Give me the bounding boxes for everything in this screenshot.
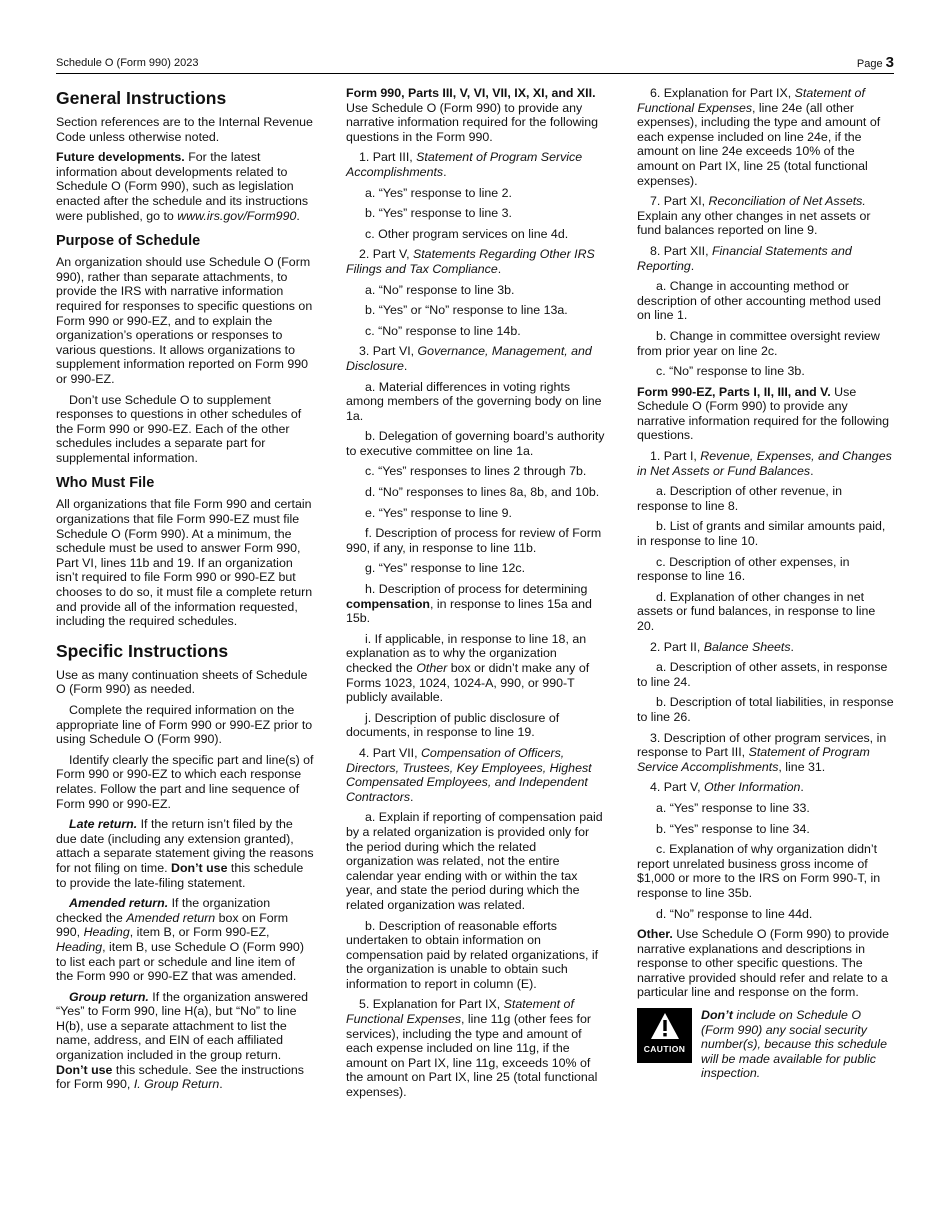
item-3i-t2: box or didn’t make any of Forms 1023, 1024, 1024-A, 990, or 990-T publicly available. — [346, 661, 590, 705]
ez-3-text: 3. Description of other program services, in response to Part III, — [637, 730, 887, 760]
caution-notice — [637, 1008, 895, 1081]
item-4-italic: Compensation of Officers, Directors, Trustees, Key Employees, Highest Compensated Employees, and Independent Contractors — [346, 745, 592, 804]
item-3j: j. Description of public disclosure of documents, in response to line 19. — [346, 710, 560, 740]
item-3-text: 3. Part VI, — [359, 344, 418, 359]
item-3c: c. “Yes” responses to lines 2 through 7b. — [365, 464, 587, 479]
form990ez-intro — [637, 385, 895, 443]
specific-paragraph-1: Use as many continuation sheets of Schedule O (Form 990) as needed. — [56, 667, 308, 697]
ez-item-1a: a. Description of other revenue, in response to line 8. — [637, 484, 842, 513]
late-end: this schedule to provide the late-filing statement. — [56, 860, 304, 890]
column-2 — [346, 86, 606, 1106]
ez-item-4b: b. “Yes” response to line 34. — [656, 821, 810, 836]
item-1 — [346, 150, 606, 179]
specific-paragraph-3: Identify clearly the specific part and line(s) of Form 990 or 990-EZ to which each response relates. Follow the part and line sequence of Form 990 or 990-EZ. — [56, 752, 314, 811]
specific-instructions-heading: Specific Instructions — [56, 640, 229, 661]
ez-item-1 — [637, 449, 895, 478]
caution-text — [701, 1008, 895, 1081]
group-end: . — [219, 1077, 223, 1092]
item-5-rest: , line 11g (other fees for services), including the type and amount of each expense included on line 11g, if the amount on Part IX, line 11g, exceeds 10% of the amount on Part IX, line 25 (total functional expenses). — [346, 1012, 598, 1100]
item-3h — [346, 582, 606, 626]
ez-4-end: . — [800, 780, 804, 795]
item-5 — [346, 997, 606, 1099]
item-4-text: 4. Part VII, — [359, 745, 421, 760]
item-8a: a. Change in accounting method or description of other accounting method used on line 1. — [637, 279, 881, 323]
ez-1-end: . — [810, 463, 814, 478]
item-3i — [346, 632, 606, 705]
item-7 — [637, 194, 895, 238]
item-5-text: 5. Explanation for Part IX, — [359, 997, 504, 1012]
ez-4-italic: Other Information — [703, 780, 801, 795]
caution-body: include on Schedule O (Form 990) any social security number(s), because this schedule will be made available for public inspection. — [701, 1008, 887, 1081]
ez-intro-bold: Form 990-EZ, Parts I, II, III, and V. — [637, 384, 831, 399]
item-1-text: 1. Part III, — [359, 150, 417, 165]
ez-item-3 — [637, 731, 895, 775]
group-t2: this schedule. See the instructions for Form 990, — [56, 1062, 304, 1092]
page-indicator — [857, 54, 894, 71]
item-1b: b. “Yes” response to line 3. — [365, 206, 512, 221]
item-6-rest: , line 24e (all other expenses), including the type and amount of each expense included on line 24e, if the amount on line 24e exceeds 10% of the amount on Part IX, line 25 (total functional expenses). — [637, 100, 881, 188]
item-1-end: . — [443, 164, 447, 179]
late-title: Late return. — [69, 817, 138, 832]
item-5-italic: Statement of Functional Expenses — [346, 997, 574, 1027]
ez-item-4d: d. “No” response to line 44d. — [656, 906, 813, 921]
ez-item-2a: a. Description of other assets, in response to line 24. — [637, 660, 888, 689]
page-label: Page — [856, 58, 883, 70]
caution-bold: Don’t — [701, 1008, 733, 1023]
future-end: . — [296, 208, 300, 223]
item-2-end: . — [497, 261, 502, 276]
amended-t4: , item B, use Schedule O (Form 990) to list each part or schedule and line item of the Form 990 or 990-EZ that was amended. — [56, 939, 304, 984]
amended-return — [56, 896, 314, 984]
item-8c: c. “No” response to line 3b. — [656, 364, 805, 379]
item-6-text: 6. Explanation for Part IX, — [650, 86, 795, 100]
amended-title: Amended return. — [69, 896, 169, 911]
item-8-italic: Financial Statements and Reporting — [637, 243, 852, 273]
item-2 — [346, 247, 606, 276]
item-3i-italic: Other — [416, 661, 448, 675]
item-4 — [346, 746, 606, 804]
ez-item-2 — [637, 640, 895, 655]
item-3b: b. Delegation of governing board’s authority to executive committee on line 1a. — [346, 429, 605, 458]
item-4-end: . — [410, 789, 414, 804]
item-4b: b. Description of reasonable efforts undertaken to obtain information on compensation paid by related organizations, if the organization is unable to obtain such information to report in column (E). — [346, 918, 599, 991]
late-bold: Don’t use — [171, 860, 228, 875]
item-3e: e. “Yes” response to line 9. — [365, 505, 512, 520]
amended-i1: Amended return — [126, 910, 216, 925]
other-text: Use Schedule O (Form 990) to provide narrative explanations and descriptions in response to other specific questions. The narrative provided should refer and relate to a particular line and response on the form. — [637, 927, 890, 1000]
item-2-text: 2. Part V, — [359, 247, 413, 262]
header-rule — [56, 73, 894, 74]
item-3a: a. Material differences in voting rights among members of the governing body on line 1a. — [346, 379, 602, 423]
purpose-paragraph-2: Don’t use Schedule O to supplement responses to questions in other schedules of the Form 990 or 990-EZ. Each of the other schedules includes a separate part for supplemental information. — [56, 392, 302, 465]
specific-paragraph-2: Complete the required information on the appropriate line of Form 990 or 990-EZ prior to using Schedule O (Form 990). — [56, 703, 313, 747]
item-4a: a. Explain if reporting of compensation paid by a related organization is provided only for the period during which the related organization was related, not the entire calendar year ending with or within the tax year, and state the period during which the related organization was related. — [346, 810, 603, 912]
item-2-italic: Statements Regarding Other IRS Filings and Tax Compliance — [346, 247, 595, 276]
section-references: Section references are to the Internal Revenue Code unless otherwise noted. — [56, 115, 313, 144]
form990-intro-text: Use Schedule O (Form 990) to provide any narrative information required for the following questions in the Form 990. — [346, 100, 599, 144]
general-instructions-heading: General Instructions — [56, 88, 227, 108]
form-name: Schedule O (Form 990) 2023 — [56, 57, 199, 69]
ez-1-italic: Revenue, Expenses, and Changes in Net Assets or Fund Balances — [637, 449, 892, 478]
item-3h-bold: compensation — [346, 596, 430, 611]
item-2c: c. “No” response to line 14b. — [365, 323, 521, 338]
form990-intro — [346, 86, 606, 144]
item-3-end: . — [403, 358, 408, 373]
amended-i2: Heading — [83, 925, 130, 940]
item-6-italic: Statement of Functional Expenses — [637, 86, 865, 115]
ez-2-italic: Balance Sheets — [703, 639, 791, 654]
item-7-text: 7. Part XI, — [650, 194, 709, 209]
item-3 — [346, 344, 606, 373]
group-bold: Don’t use — [56, 1062, 113, 1077]
amended-t2: box on Form 990, — [56, 910, 289, 940]
ez-item-1c: c. Description of other expenses, in response to line 16. — [637, 554, 850, 584]
late-return — [56, 817, 314, 890]
item-3h-t2: , in response to lines 15a and 15b. — [346, 596, 592, 626]
item-6 — [637, 86, 895, 188]
column-1 — [56, 86, 314, 1098]
item-1a: a. “Yes” response to line 2. — [365, 185, 512, 200]
warning-triangle-icon — [650, 1012, 680, 1040]
who-must-file-heading: Who Must File — [56, 475, 155, 492]
item-7-rest: Explain any other changes in net assets or fund balances reported on line 9. — [637, 208, 871, 238]
item-1-italic: Statement of Program Service Accomplishments — [346, 150, 583, 179]
amended-t3: , item B, or Form 990-EZ, — [129, 925, 270, 940]
item-3g: g. “Yes” response to line 12c. — [365, 561, 526, 576]
ez-item-4 — [637, 780, 895, 795]
ez-2-end: . — [790, 639, 794, 654]
ez-2-text: 2. Part II, — [650, 639, 704, 654]
future-text: For the latest information about developments related to Schedule O (Form 990), such as legislation enacted after the schedule and its instructions were published, go to — [56, 150, 309, 223]
purpose-heading: Purpose of Schedule — [56, 233, 201, 250]
item-3d: d. “No” responses to lines 8a, 8b, and 10b. — [365, 485, 600, 500]
amended-i3: Heading — [56, 939, 103, 954]
ez-1-text: 1. Part I, — [650, 449, 701, 464]
item-2a: a. “No” response to line 3b. — [365, 282, 515, 297]
ez-item-2b: b. Description of total liabilities, in response to line 26. — [637, 695, 894, 724]
purpose-paragraph-1: An organization should use Schedule O (Form 990), rather than separate attachments, to provide the IRS with narrative information required for responses to specific questions on Form 990 or 990-EZ, and to explain the organization’s operations or responses to various questions. It allows organizations to supplement information reported on Form 990 or 990-EZ. — [56, 255, 313, 386]
irs-link[interactable]: www.irs.gov/Form990 — [177, 208, 297, 223]
item-3i-t1: i. If applicable, in response to line 18, an explanation as to why the organization checked the — [346, 631, 587, 675]
column-3 — [637, 86, 895, 1081]
group-i: I. Group Return — [133, 1077, 220, 1092]
item-8b: b. Change in committee oversight review from prior year on line 2c. — [637, 328, 880, 358]
other-paragraph — [637, 927, 895, 1000]
item-8-text: 8. Part XII, — [650, 243, 712, 258]
future-developments — [56, 150, 314, 223]
ez-3-end: , line 31. — [778, 759, 826, 774]
item-1c: c. Other program services on line 4d. — [365, 226, 569, 241]
future-title: Future developments. — [56, 150, 185, 165]
ez-4-text: 4. Part V, — [650, 780, 704, 795]
group-t1: If the organization answered “Yes” to Form 990, line H(a), but “No” to line H(b), use a separate attachment to list the name, address, and EIN of each affiliated organization included in the group return. — [56, 989, 308, 1063]
caution-warning-icon — [637, 1008, 692, 1063]
who-must-file-text: All organizations that file Form 990 and certain organizations that file Form 990-EZ must file Schedule O (Form 990). At a minimum, the schedule must be used to answer Form 990, Part VI, lines 11b and 19. If an organization isn’t required to file Form 990 or 990-EZ but chooses to do so, it must file a complete return and provide all of the information requested, including the required schedules. — [56, 497, 313, 629]
group-return — [56, 990, 314, 1092]
ez-item-1b: b. List of grants and similar amounts paid, in response to line 10. — [637, 519, 886, 549]
item-8-end: . — [690, 258, 695, 273]
ez-item-1d: d. Explanation of other changes in net assets or fund balances, in response to line 20. — [637, 589, 876, 633]
amended-t1: If the organization checked the — [56, 896, 271, 925]
ez-item-4c: c. Explanation of why organization didn’t report unrelated business gross income of $1,000 or more to the IRS on Form 990-T, in response to line 35b. — [637, 842, 881, 900]
late-text: If the return isn’t filed by the due date (including any extension granted), attach a separate statement giving the reasons for not filing on time. — [56, 817, 314, 875]
page-number: 3 — [885, 54, 894, 71]
other-bold: Other. — [637, 927, 673, 942]
item-7-italic: Reconciliation of Net Assets. — [708, 194, 866, 209]
item-3-italic: Governance, Management, and Disclosure — [346, 344, 592, 373]
ez-3-italic: Statement of Program Service Accomplishments — [637, 745, 870, 774]
ez-item-4a: a. “Yes” response to line 33. — [656, 800, 810, 815]
item-3f: f. Description of process for review of Form 990, if any, in response to line 11b. — [346, 526, 602, 555]
item-8 — [637, 244, 895, 273]
ez-intro-text: Use Schedule O (Form 990) to provide any narrative information required for the following questions. — [637, 384, 890, 443]
item-3h-t1: h. Description of process for determining — [365, 582, 588, 597]
caution-label: CAUTION — [643, 1044, 686, 1055]
form990-intro-bold: Form 990, Parts III, V, VI, VII, IX, XI, and XII. — [346, 86, 596, 100]
group-title: Group return. — [69, 989, 149, 1004]
item-2b: b. “Yes” or “No” response to line 13a. — [365, 303, 568, 318]
